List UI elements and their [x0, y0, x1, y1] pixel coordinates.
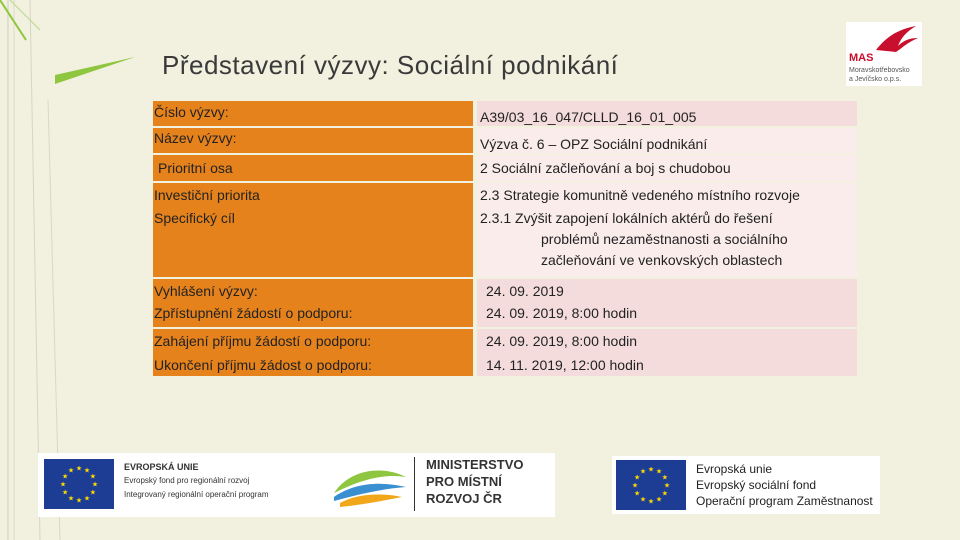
- eu-star-icon: ★: [631, 482, 639, 490]
- eu2-line3: Operační program Zaměstnanost: [696, 494, 873, 508]
- eu-star-icon: ★: [647, 466, 655, 474]
- mmr-line1: MINISTERSTVO: [426, 457, 524, 472]
- eu-star-icon: ★: [633, 474, 641, 482]
- row-label: Zahájení příjmu žádostí o podporu:: [154, 333, 372, 349]
- page-title: Představení výzvy: Sociální podnikání: [162, 50, 619, 80]
- bird-icon: [846, 22, 922, 54]
- table-row: [153, 279, 857, 327]
- eu-star-icon: ★: [59, 481, 67, 489]
- row-value: 14. 11. 2019, 12:00 hodin: [486, 357, 644, 373]
- footer-logos-irop: [38, 453, 555, 517]
- row-value: 24. 09. 2019, 8:00 hodin: [486, 333, 638, 349]
- eu-star-icon: ★: [655, 496, 663, 504]
- table-row: [153, 128, 857, 153]
- eu2-line2: Evropský sociální fond: [696, 478, 817, 492]
- eu-star-icon: ★: [61, 473, 69, 481]
- eu2-line1: Evropská unie: [696, 462, 773, 476]
- eu-star-icon: ★: [639, 468, 647, 476]
- mmr-line2: PRO MÍSTNÍ: [426, 474, 502, 489]
- row-value: 24. 09. 2019, 8:00 hodin: [486, 305, 638, 321]
- eu-star-icon: ★: [67, 467, 75, 475]
- eu-star-icon: ★: [661, 474, 669, 482]
- row-label: Investiční priorita: [154, 187, 260, 203]
- eu-star-icon: ★: [75, 465, 83, 473]
- eu-star-icon: ★: [83, 467, 91, 475]
- mmr-line3: ROZVOJ ČR: [426, 491, 502, 506]
- eu-star-icon: ★: [89, 473, 97, 481]
- mmr-divider: [414, 457, 415, 511]
- table-row: [153, 101, 857, 126]
- row-label: Ukončení příjmu žádost o podporu:: [154, 357, 372, 373]
- mas-abbr: MAS: [849, 52, 874, 64]
- eu-star-icon: ★: [61, 489, 69, 497]
- eu-star-icon: ★: [633, 490, 641, 498]
- row-value: A39/03_16_047/CLLD_16_01_005: [480, 109, 697, 125]
- row-label: Číslo výzvy:: [154, 104, 229, 120]
- eu-flag-icon: [44, 459, 114, 509]
- mas-line2: a Jevíčsko o.p.s.: [849, 76, 902, 83]
- eu-star-icon: ★: [89, 489, 97, 497]
- row-label: Prioritní osa: [158, 160, 233, 176]
- row-value-line: začleňování ve venkovských oblastech: [541, 252, 783, 268]
- mas-line1: Moravskotřebovsko: [849, 67, 910, 74]
- row-value-line: 2.3.1 Zvýšit zapojení lokálních aktérů do řešení: [480, 210, 773, 226]
- mmr-logo-icon: [330, 463, 410, 509]
- table-row: [153, 329, 857, 376]
- eu-star-icon: ★: [661, 490, 669, 498]
- row-value: 2 Sociální začleňování a boj s chudobou: [480, 160, 731, 176]
- eu-star-icon: ★: [67, 495, 75, 503]
- mas-logo: [846, 22, 922, 86]
- eu1-line2: Evropský fond pro regionální rozvoj: [124, 476, 250, 485]
- eu-star-icon: ★: [655, 468, 663, 476]
- eu-stars: [616, 460, 686, 510]
- row-value-line: problémů nezaměstnanosti a sociálního: [541, 231, 788, 247]
- eu-star-icon: ★: [83, 495, 91, 503]
- row-value: Výzva č. 6 – OPZ Sociální podnikání: [480, 136, 708, 152]
- footer-logos-opz: [612, 456, 880, 514]
- eu-star-icon: ★: [91, 481, 99, 489]
- eu1-line1: EVROPSKÁ UNIE: [124, 462, 199, 472]
- row-label: Specifický cíl: [154, 210, 235, 226]
- eu-star-icon: ★: [75, 497, 83, 505]
- row-label: Vyhlášení výzvy:: [154, 283, 258, 299]
- row-label: Zpřístupnění žádostí o podporu:: [154, 305, 353, 321]
- table-row: [153, 155, 857, 181]
- eu-flag-icon: [616, 460, 686, 510]
- eu1-line3: Integrovaný regionální operační program: [124, 490, 269, 499]
- eu-star-icon: ★: [663, 482, 671, 490]
- eu-star-icon: ★: [647, 498, 655, 506]
- table-row: [153, 183, 857, 208]
- eu-stars: [44, 459, 114, 509]
- row-value: 2.3 Strategie komunitně vedeného místního rozvoje: [480, 187, 800, 203]
- eu-star-icon: ★: [639, 496, 647, 504]
- table-row: [153, 207, 857, 277]
- row-label: Název výzvy:: [154, 130, 237, 146]
- row-value: 24. 09. 2019: [486, 283, 564, 299]
